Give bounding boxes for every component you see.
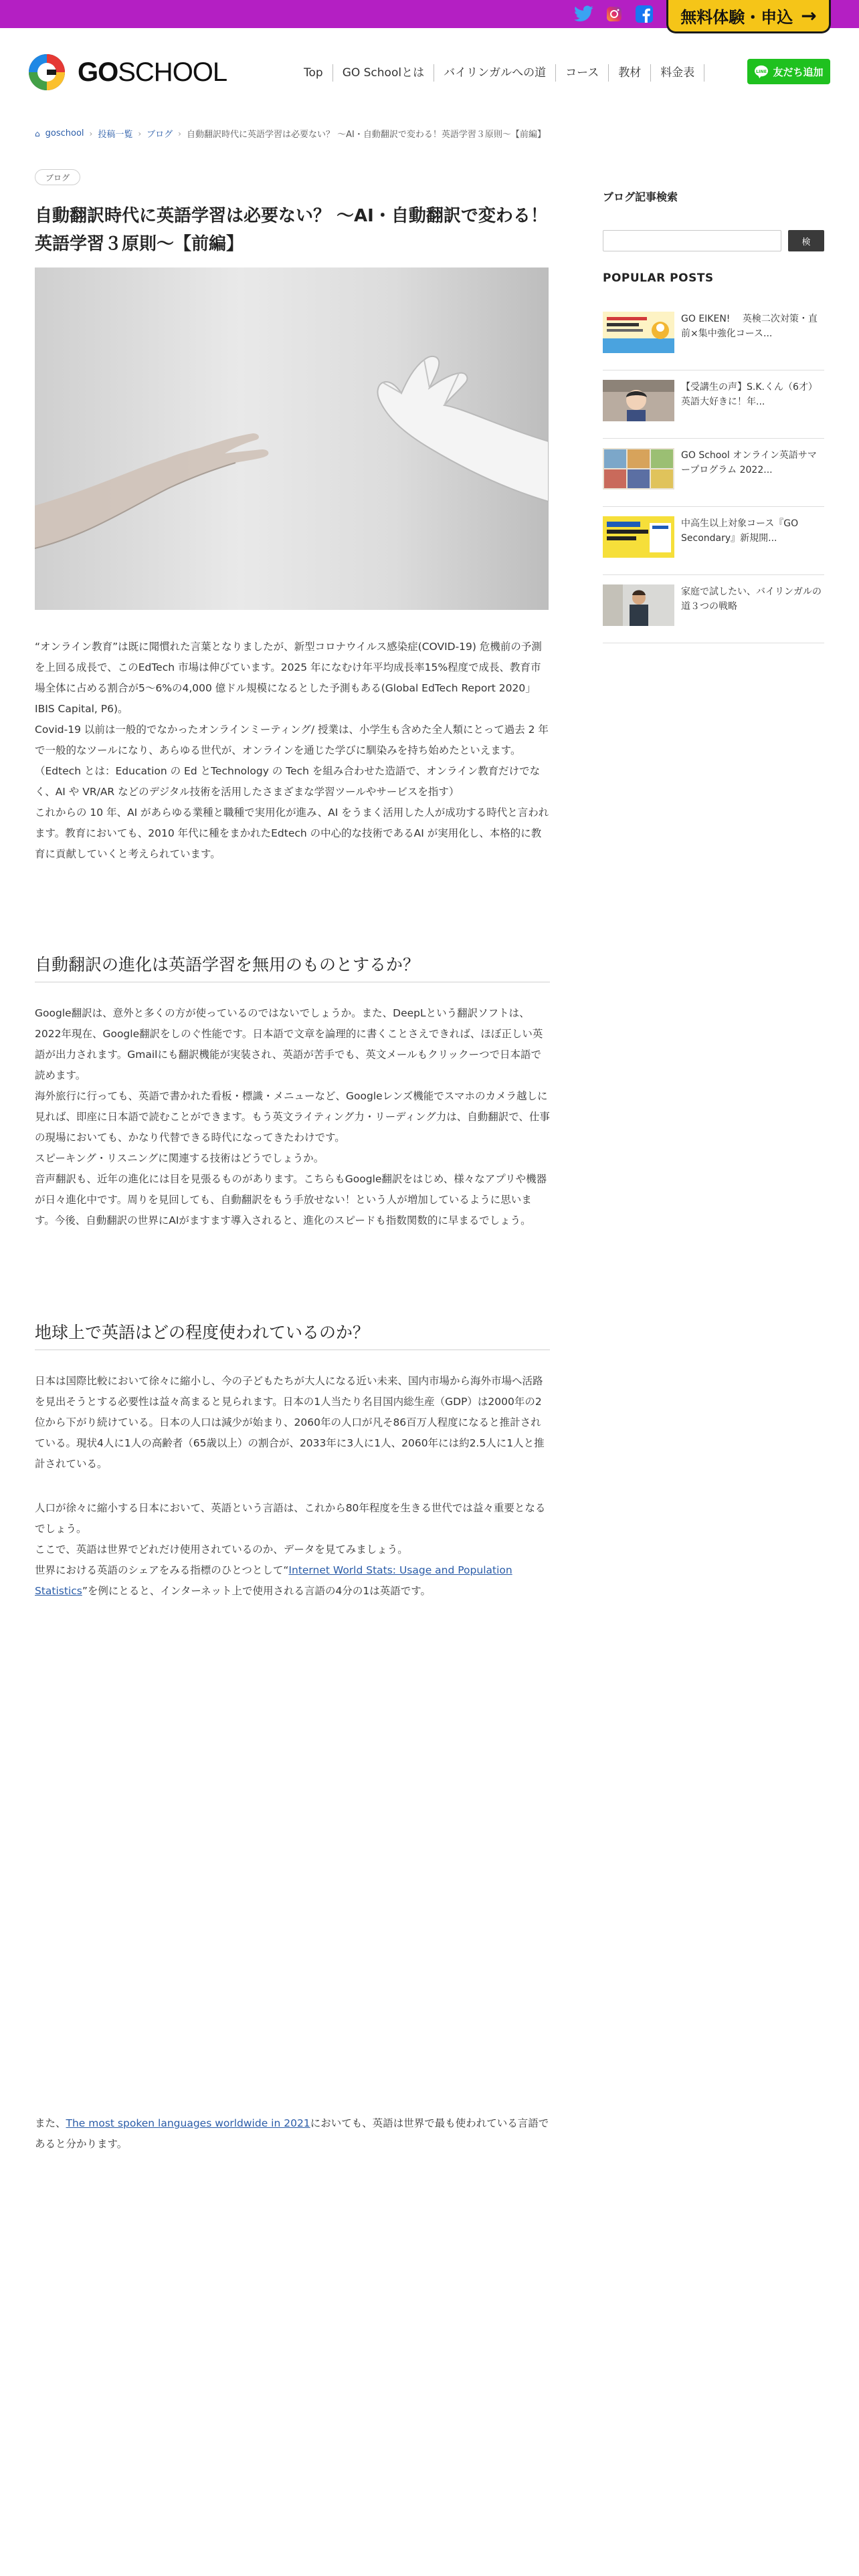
site-logo[interactable] [27,52,227,92]
popular-post-item[interactable] [603,584,824,643]
line-button-label: 友だち追加 [773,66,824,78]
intro-paragraph: これからの 10 年、AI があらゆる業種と職種で実用化が進み、AI をうまく活用した人が成功する時代と言われます。教育においても、2010 年代に種をまかれたEdtech の中心的な技術であるAI が実用化し、本格的に教育に貢献していくと考えられています。 [35,807,549,860]
popular-post-item[interactable] [603,448,824,507]
intro-paragraph: （Edtech とは：Education の Ed とTechnology の Tech を組み合わせた造語で、オンライン教育だけでなく、AI や VR/AR などのデジタル技術を活用したさまざまな学習ツールやサービスを指す） [35,765,541,798]
intro-text [35,637,550,865]
top-bar [0,0,859,28]
nav-pricing[interactable]: 料金表 [651,64,704,82]
hero-image [35,267,549,610]
cta-label: 無料体験・申込 [680,8,793,27]
post-title: GO School オンライン英語サマープログラム 2022... [681,450,817,475]
line-add-friend-button[interactable] [747,59,830,84]
main-nav [294,63,704,83]
home-icon: ⌂ [35,128,40,138]
popular-posts-title: POPULAR POSTS [603,272,714,285]
post-title: 中高生以上対象コース『GO Secondary』新規開... [681,518,799,544]
post-thumbnail [603,584,674,626]
breadcrumb-current: 自動翻訳時代に英語学習は必要ない？ 〜AI・自動翻訳で変わる！英語学習３原則〜【前編】 [186,130,546,140]
post-title: GO EIKEN! 英検二次対策・直前×集中強化コース... [681,314,818,339]
category-tag[interactable]: ブログ [35,169,80,185]
section2-line: ここで、英語は世界でどれだけ使用されているのか、データを見てみましょう。 [35,1543,408,1555]
post-thumbnail [603,312,674,353]
section2-paragraph-2 [35,1498,550,1602]
most-spoken-languages-link[interactable]: The most spoken languages worldwide in 2021 [66,2117,310,2129]
section-heading-translation: 自動翻訳の進化は英語学習を無用のものとするか？ [35,952,550,982]
site-header [0,28,859,110]
popular-post-item[interactable] [603,380,824,439]
nav-course[interactable]: コース [556,64,609,82]
intro-paragraph: Covid-19 以前は一般的でなかったオンラインミーティング/ 授業は、小学生も含めた全人類にとって過去 2 年で一般的なツールになり、あらゆる世代が、オンラインを通じた学びに馴染みを持ち始めたといえます。 [35,724,549,756]
blog-search-title: ブログ記事検索 [603,191,678,203]
section1-paragraph: Google翻訳は、意外と多くの方が使っているのではないでしょうか。また、DeepLという翻訳ソフトは、2022年現在、Google翻訳をしのぐ性能です。日本語で文章を論理的に書くことさえできれば、ほぼ正しい英語が出力されます。Gmailにも翻訳機能が実装され、英語が苦手でも、英文メールもクリックーつで日本語で読めます。 [35,1007,543,1081]
section3-paragraph: また、The most spoken languages worldwide in 2021においても、英語は世界で最も使われている言語であると分かります。 [35,2117,549,2150]
breadcrumb [35,127,546,140]
nav-top[interactable]: Top [294,64,333,82]
post-title: 家庭で試したい、バイリンガルの道３つの戦略 [681,586,822,612]
twitter-icon[interactable] [574,4,594,24]
section1-paragraph: 音声翻訳も、近年の進化には目を見張るものがあります。こちらもGoogle翻訳をはじめ、様々なアプリや機器が日々進化中です。周りを見回しても、自動翻訳をもう手放せない！という人が増加しているように思います。今後、自動翻訳の世界にAIがますます導入されると、進化のスピードも指数関数的に早まるでしょう。 [35,1173,547,1226]
popular-post-item[interactable] [603,312,824,370]
blog-search-button[interactable]: 検 [788,230,824,251]
intro-paragraph: “オンライン教育”は既に聞慣れた言葉となりましたが、新型コロナウイルス感染症(COVID-19) 危機前の予測を上回る成長で、このEdTech 市場は伸びています。2025 年になむけ年平均成長率15%程度で成長、教育市場全体に占める割合が5〜6%の4,000 億ドル規模になるとした予測もある(Global EdTech Report 2020」IBIS Capital, P6)。 [35,641,542,715]
popular-post-item[interactable] [603,516,824,575]
chevron-right-icon: › [138,128,142,138]
nav-about[interactable]: GO Schoolとは [333,64,434,82]
section2-stats-line: 世界における英語のシェアをみる指標のひとつとして“Internet World Stats: Usage and Population Statistics”を例にとると、インターネット上で使用される言語の4分の1は英語です。 [35,1564,512,1597]
post-title: 【受講生の声】S.K.くん（6才）英語大好きに！年... [681,382,818,407]
section1-paragraph: 海外旅行に行っても、英語で書かれた看板・標識・メニューなど、Googleレンズ機能でスマホのカメラ越しに見れば、即座に日本語で読むことができます。もう英文ライティング力・リーディング力は、自動翻訳で、仕事の現場においても、かなり代替できる時代になってきたわけです。 [35,1090,550,1144]
logo-text: GOSCHOOL [78,57,227,87]
facebook-icon[interactable] [634,4,654,24]
section1-paragraph: スピーキング・リスニングに関連する技術はどうでしょうか。 [35,1152,324,1164]
post-thumbnail [603,380,674,421]
chevron-right-icon: › [89,128,93,138]
internet-world-stats-link[interactable]: Internet World Stats: Usage and Population Statistics [35,1564,512,1597]
line-icon [754,65,769,78]
instagram-icon[interactable] [604,4,624,24]
svg-text:LINE: LINE [756,69,767,74]
section2-paragraph-1: 日本は国際比較において徐々に縮小し、今の子どもたちが大人になる近い未来、国内市場から海外市場へ活路を見出そうとする必要性は益々高まると見られます。日本の1人当たり名目国内総生産（GDP）は2000年の2位から下がり続けている。日本の人口は減少が始まり、2060年の人口が凡そ86百万人程度になると推計されている。現状4人に1人の高齢者（65歳以上）の割合が、2033年に3人に1人、2060年には約2.5人に1人と推計されている。 [35,1375,545,1470]
nav-materials[interactable]: 教材 [609,64,651,82]
breadcrumb-posts[interactable]: 投稿一覧 [98,130,133,140]
blog-search-input[interactable] [603,230,781,251]
logo-mark-icon [27,52,71,92]
section1-text [35,1003,550,1231]
arrow-right-icon: → [801,4,817,27]
section2-line: 人口が徐々に縮小する日本において、英語という言語は、これから80年程度を生きる世代では益々重要となるでしょう。 [35,1502,546,1535]
section-heading-english-usage: 地球上で英語はどの程度使われているのか？ [35,1320,550,1350]
chevron-right-icon: › [178,128,181,138]
post-thumbnail [603,516,674,558]
nav-bilingual[interactable]: バイリンガルへの道 [434,64,556,82]
article-title: 自動翻訳時代に英語学習は必要ない？ 〜AI・自動翻訳で変わる！英語学習３原則〜【前編】 [35,206,548,254]
breadcrumb-blog[interactable]: ブログ [147,130,173,140]
post-thumbnail [603,448,674,490]
breadcrumb-home[interactable]: goschool [45,128,84,138]
